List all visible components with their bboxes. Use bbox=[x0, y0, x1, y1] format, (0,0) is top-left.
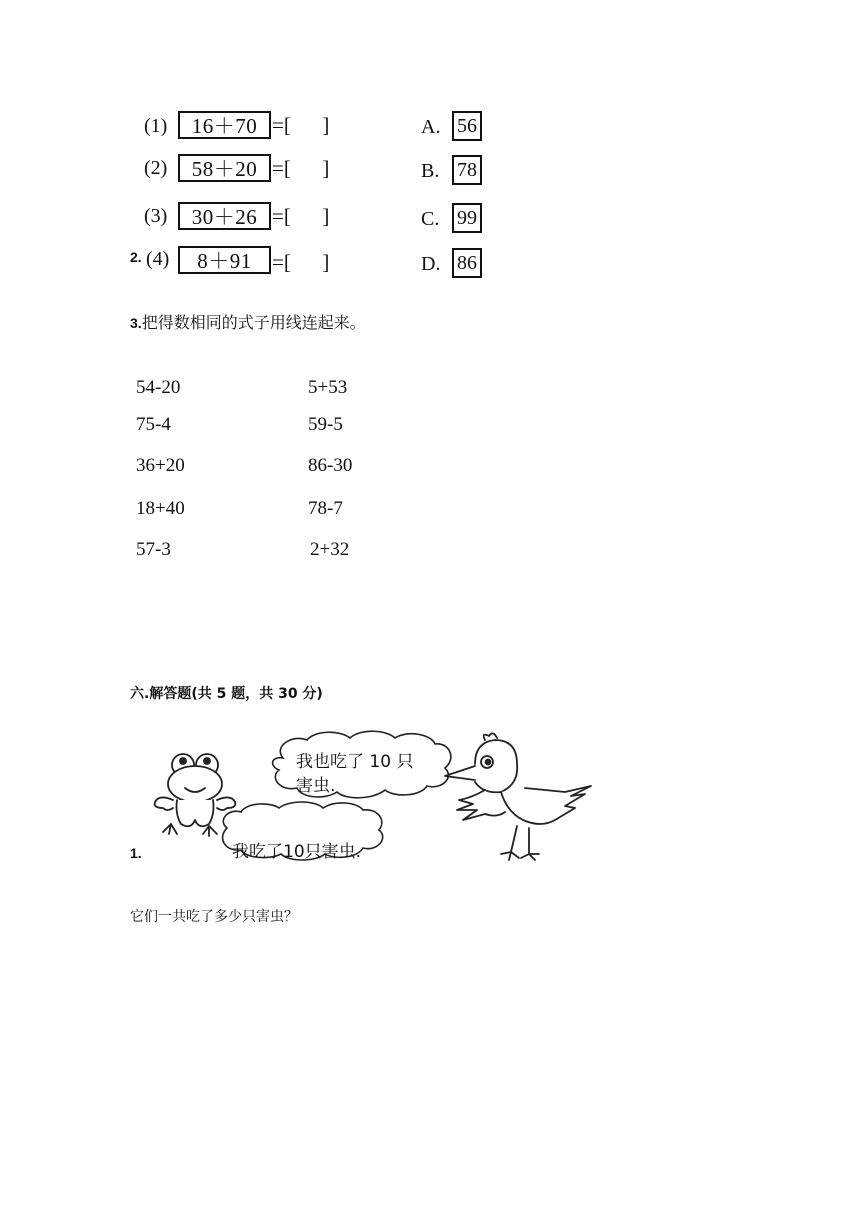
q2-option-letter: C. bbox=[421, 208, 440, 230]
q6-1-question: 它们一共吃了多少只害虫？ bbox=[130, 909, 298, 925]
q3-left-expression[interactable]: 57-3 bbox=[136, 539, 171, 560]
q2-option-box: 86 bbox=[452, 248, 482, 278]
q6-1-number: 1. bbox=[130, 845, 142, 861]
q3-left-expression[interactable]: 36+20 bbox=[136, 455, 185, 476]
q2-option-letter: A. bbox=[421, 116, 441, 138]
frog-speech-text: 我吃了10只害虫. bbox=[232, 842, 362, 862]
q3-right-expression[interactable]: 5+53 bbox=[308, 377, 348, 398]
q3-right-expression[interactable]: 59-5 bbox=[308, 414, 343, 435]
q3-instruction: 把得数相同的式子用线连起来。 bbox=[141, 313, 366, 332]
q2-answer-bracket[interactable]: =[ ] bbox=[272, 204, 330, 228]
q3-right-expression[interactable]: 78-7 bbox=[308, 498, 343, 519]
q2-option-box: 99 bbox=[452, 203, 482, 233]
q3-left-expression[interactable]: 18+40 bbox=[136, 498, 185, 519]
q3-right-expression[interactable]: 86-30 bbox=[308, 455, 353, 476]
q3-instruction-line bbox=[130, 310, 366, 333]
q2-answer-bracket[interactable]: =[ ] bbox=[272, 250, 330, 274]
q2-expression-box: 16＋70 bbox=[178, 111, 271, 139]
q2-row-label: (3) bbox=[144, 205, 168, 227]
q3-left-expression[interactable]: 54-20 bbox=[136, 377, 181, 398]
q2-expression-box: 8＋91 bbox=[178, 246, 271, 274]
q2-option-box: 56 bbox=[452, 111, 482, 141]
bird-speech-text-line2: 害虫. bbox=[296, 776, 336, 796]
q2-row-label: (2) bbox=[144, 157, 168, 179]
q3-left-expression[interactable]: 75-4 bbox=[136, 414, 171, 435]
q2-row-label: (1) bbox=[144, 115, 168, 137]
q2-answer-bracket[interactable]: =[ ] bbox=[272, 113, 330, 137]
q2-option-box: 78 bbox=[452, 155, 482, 185]
q3-number: 3. bbox=[130, 315, 142, 331]
q2-expression-box: 30＋26 bbox=[178, 202, 271, 230]
bird-speech-text-line1: 我也吃了 10 只 bbox=[296, 752, 414, 772]
q2-row-label: (4) bbox=[146, 248, 170, 270]
section-heading: 六.解答题(共 5 题，共 30 分) bbox=[130, 686, 323, 702]
q3-right-expression[interactable]: 2+32 bbox=[310, 539, 350, 560]
q2-number: 2. bbox=[130, 249, 142, 265]
bird-icon bbox=[445, 733, 591, 860]
q2-option-letter: B. bbox=[421, 160, 440, 182]
q2-expression-box: 58＋20 bbox=[178, 154, 271, 182]
q2-option-letter: D. bbox=[421, 253, 441, 275]
q2-answer-bracket[interactable]: =[ ] bbox=[272, 156, 330, 180]
